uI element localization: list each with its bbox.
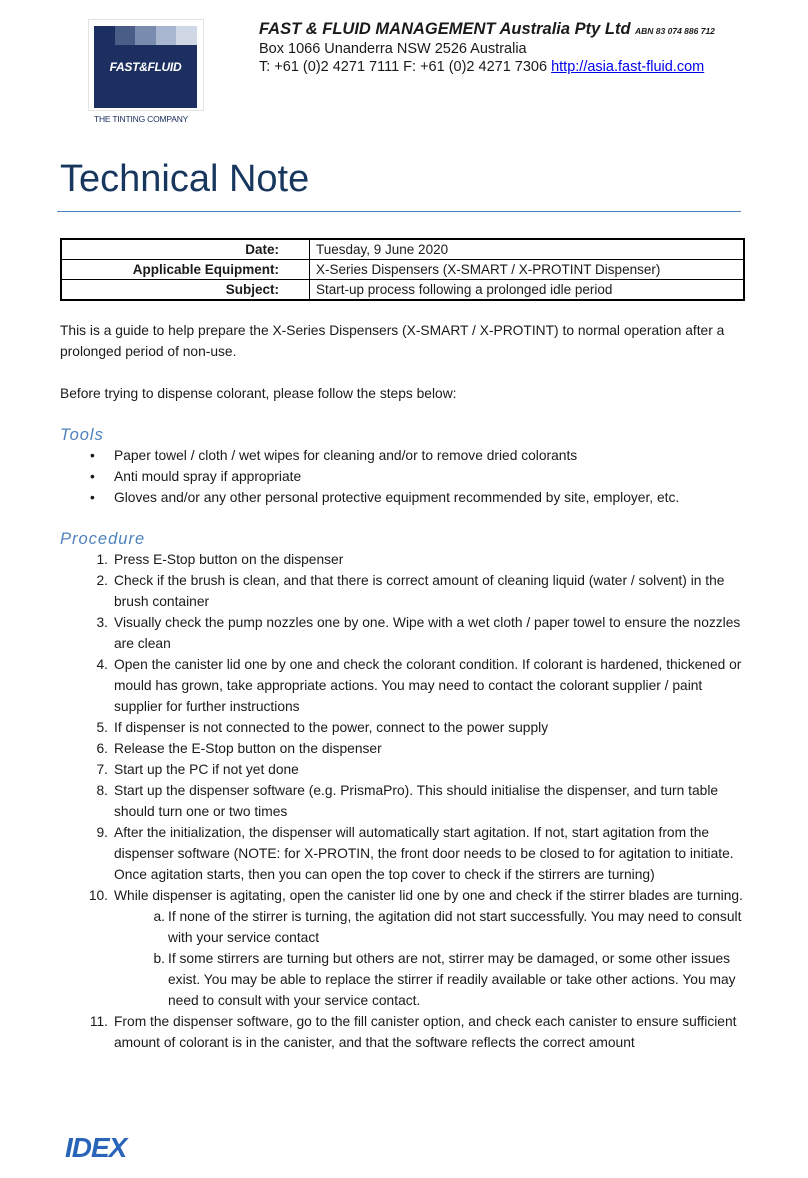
company-abn: ABN 83 074 886 712 xyxy=(635,26,715,36)
idex-logo xyxy=(63,1131,153,1161)
logo-brand-text: FAST&FLUID xyxy=(109,60,182,74)
procedure-step xyxy=(89,1011,750,1053)
step-number: 9. xyxy=(96,825,108,840)
info-label: Date: xyxy=(61,239,310,260)
page-title: Technical Note xyxy=(60,158,310,200)
step-number: 10. xyxy=(88,888,108,903)
procedure-step xyxy=(96,570,750,612)
idex-logo-text: IDEX xyxy=(65,1132,127,1161)
step-number: 11. xyxy=(89,1014,108,1029)
step-number: 2. xyxy=(96,573,108,588)
logo-tile xyxy=(94,26,115,45)
step-text: Release the E-Stop button on the dispenser xyxy=(114,741,382,756)
info-label: Applicable Equipment: xyxy=(61,260,310,280)
step-text: Start up the PC if not yet done xyxy=(114,762,299,777)
step-text: Press E-Stop button on the dispenser xyxy=(114,552,344,567)
tools-list xyxy=(60,445,750,508)
step-number: 1. xyxy=(96,552,108,567)
substep-letter: b. xyxy=(153,951,165,966)
lead-paragraph: Before trying to dispense colorant, please follow the steps below: xyxy=(60,386,457,401)
logo-tile xyxy=(156,26,177,45)
procedure-list xyxy=(60,549,750,1053)
info-label: Subject: xyxy=(61,280,310,301)
substep-letter: a. xyxy=(153,909,165,924)
substep-text: If none of the stirrer is turning, the agitation did not start successfully. You may need to consult with your service contact xyxy=(168,909,742,945)
company-contact: T: +61 (0)2 4271 7111 F: +61 (0)2 4271 7306 xyxy=(259,59,552,75)
logo-tagline: THE TINTING COMPANY xyxy=(94,114,189,124)
logo-tile xyxy=(176,26,197,45)
procedure-substep xyxy=(153,906,750,948)
substep-text: If some stirrers are turning but others are not, stirrer may be damaged, or some other issues exist. You may be able to replace the stirrer if readily available or take other actions. You may need to consult with your service contact. xyxy=(168,951,736,1008)
step-text: If dispenser is not connected to the power, connect to the power supply xyxy=(114,720,549,735)
tools-item: • Gloves and/or any other personal protective equipment recommended by site, employer, etc. xyxy=(114,487,750,508)
info-row xyxy=(61,239,744,260)
procedure-step xyxy=(96,822,750,885)
info-value: Start-up process following a prolonged idle period xyxy=(310,280,745,301)
company-name: FAST & FLUID MANAGEMENT Australia Pty Ltd xyxy=(259,20,631,38)
procedure-substeps xyxy=(114,906,750,1011)
tools-item: • Anti mould spray if appropriate xyxy=(114,466,750,487)
step-text: After the initialization, the dispenser will automatically start agitation. If not, start agitation from the dispenser software (NOTE: for X-PROTIN, the front door needs to be closed to for agitation to initiate. Once agitation starts, then you can open the top cover to check if the stirrers are turning) xyxy=(114,825,734,882)
company-address: Box 1066 Unanderra NSW 2526 Australia xyxy=(259,41,527,57)
tools-item: • Paper towel / cloth / wet wipes for cleaning and/or to remove dried colorants xyxy=(114,445,750,466)
procedure-step xyxy=(96,549,750,570)
step-text: Open the canister lid one by one and check the colorant condition. If colorant is hardened, thickened or mould has grown, take appropriate actions. You may need to contact the colorant supplier / paint supplier for further instructions xyxy=(114,657,742,714)
info-value: X-Series Dispensers (X-SMART / X-PROTINT Dispenser) xyxy=(310,260,745,280)
company-contact-line xyxy=(259,59,799,75)
logo-band xyxy=(94,45,197,108)
step-number: 4. xyxy=(96,657,108,672)
logo-tile xyxy=(135,26,156,45)
step-number: 8. xyxy=(96,783,108,798)
procedure-step xyxy=(96,759,750,780)
step-text: Start up the dispenser software (e.g. PrismaPro). This should initialise the dispenser, and turn table should turn one or two times xyxy=(114,783,719,819)
company-website-link[interactable]: http://asia.fast-fluid.com xyxy=(551,59,705,75)
procedure-substep xyxy=(153,948,750,1011)
logo-color-tiles xyxy=(94,26,197,45)
info-row xyxy=(61,280,744,301)
info-table xyxy=(60,238,745,301)
logo-tile xyxy=(115,26,136,45)
step-text: From the dispenser software, go to the fill canister option, and check each canister to ensure sufficient amount of colorant is in the canister, and that the software reflects the correct amount xyxy=(114,1014,737,1050)
step-text: Check if the brush is clean, and that there is correct amount of cleaning liquid (water / solvent) in the brush container xyxy=(114,573,725,609)
procedure-step xyxy=(96,654,750,717)
step-number: 6. xyxy=(96,741,108,756)
info-value: Tuesday, 9 June 2020 xyxy=(310,239,745,260)
step-number: 7. xyxy=(96,762,108,777)
tools-heading: Tools xyxy=(60,426,104,444)
step-number: 3. xyxy=(96,615,108,630)
document-body xyxy=(60,320,750,1053)
step-text: Visually check the pump nozzles one by one. Wipe with a wet cloth / paper towel to ensure the nozzles are clean xyxy=(114,615,741,651)
company-header xyxy=(259,20,799,75)
procedure-step xyxy=(88,885,750,1011)
step-number: 5. xyxy=(96,720,108,735)
procedure-step xyxy=(96,738,750,759)
intro-paragraph: This is a guide to help prepare the X-Series Dispensers (X-SMART / X-PROTINT) to normal operation after a prolonged period of non-use. xyxy=(60,323,725,359)
procedure-step xyxy=(96,780,750,822)
step-text: While dispenser is agitating, open the canister lid one by one and check if the stirrer blades are turning. xyxy=(114,888,743,903)
procedure-step xyxy=(96,717,750,738)
title-divider xyxy=(57,211,741,212)
procedure-heading: Procedure xyxy=(60,530,146,548)
info-row xyxy=(61,260,744,280)
fast-fluid-logo xyxy=(88,19,204,124)
procedure-step xyxy=(96,612,750,654)
